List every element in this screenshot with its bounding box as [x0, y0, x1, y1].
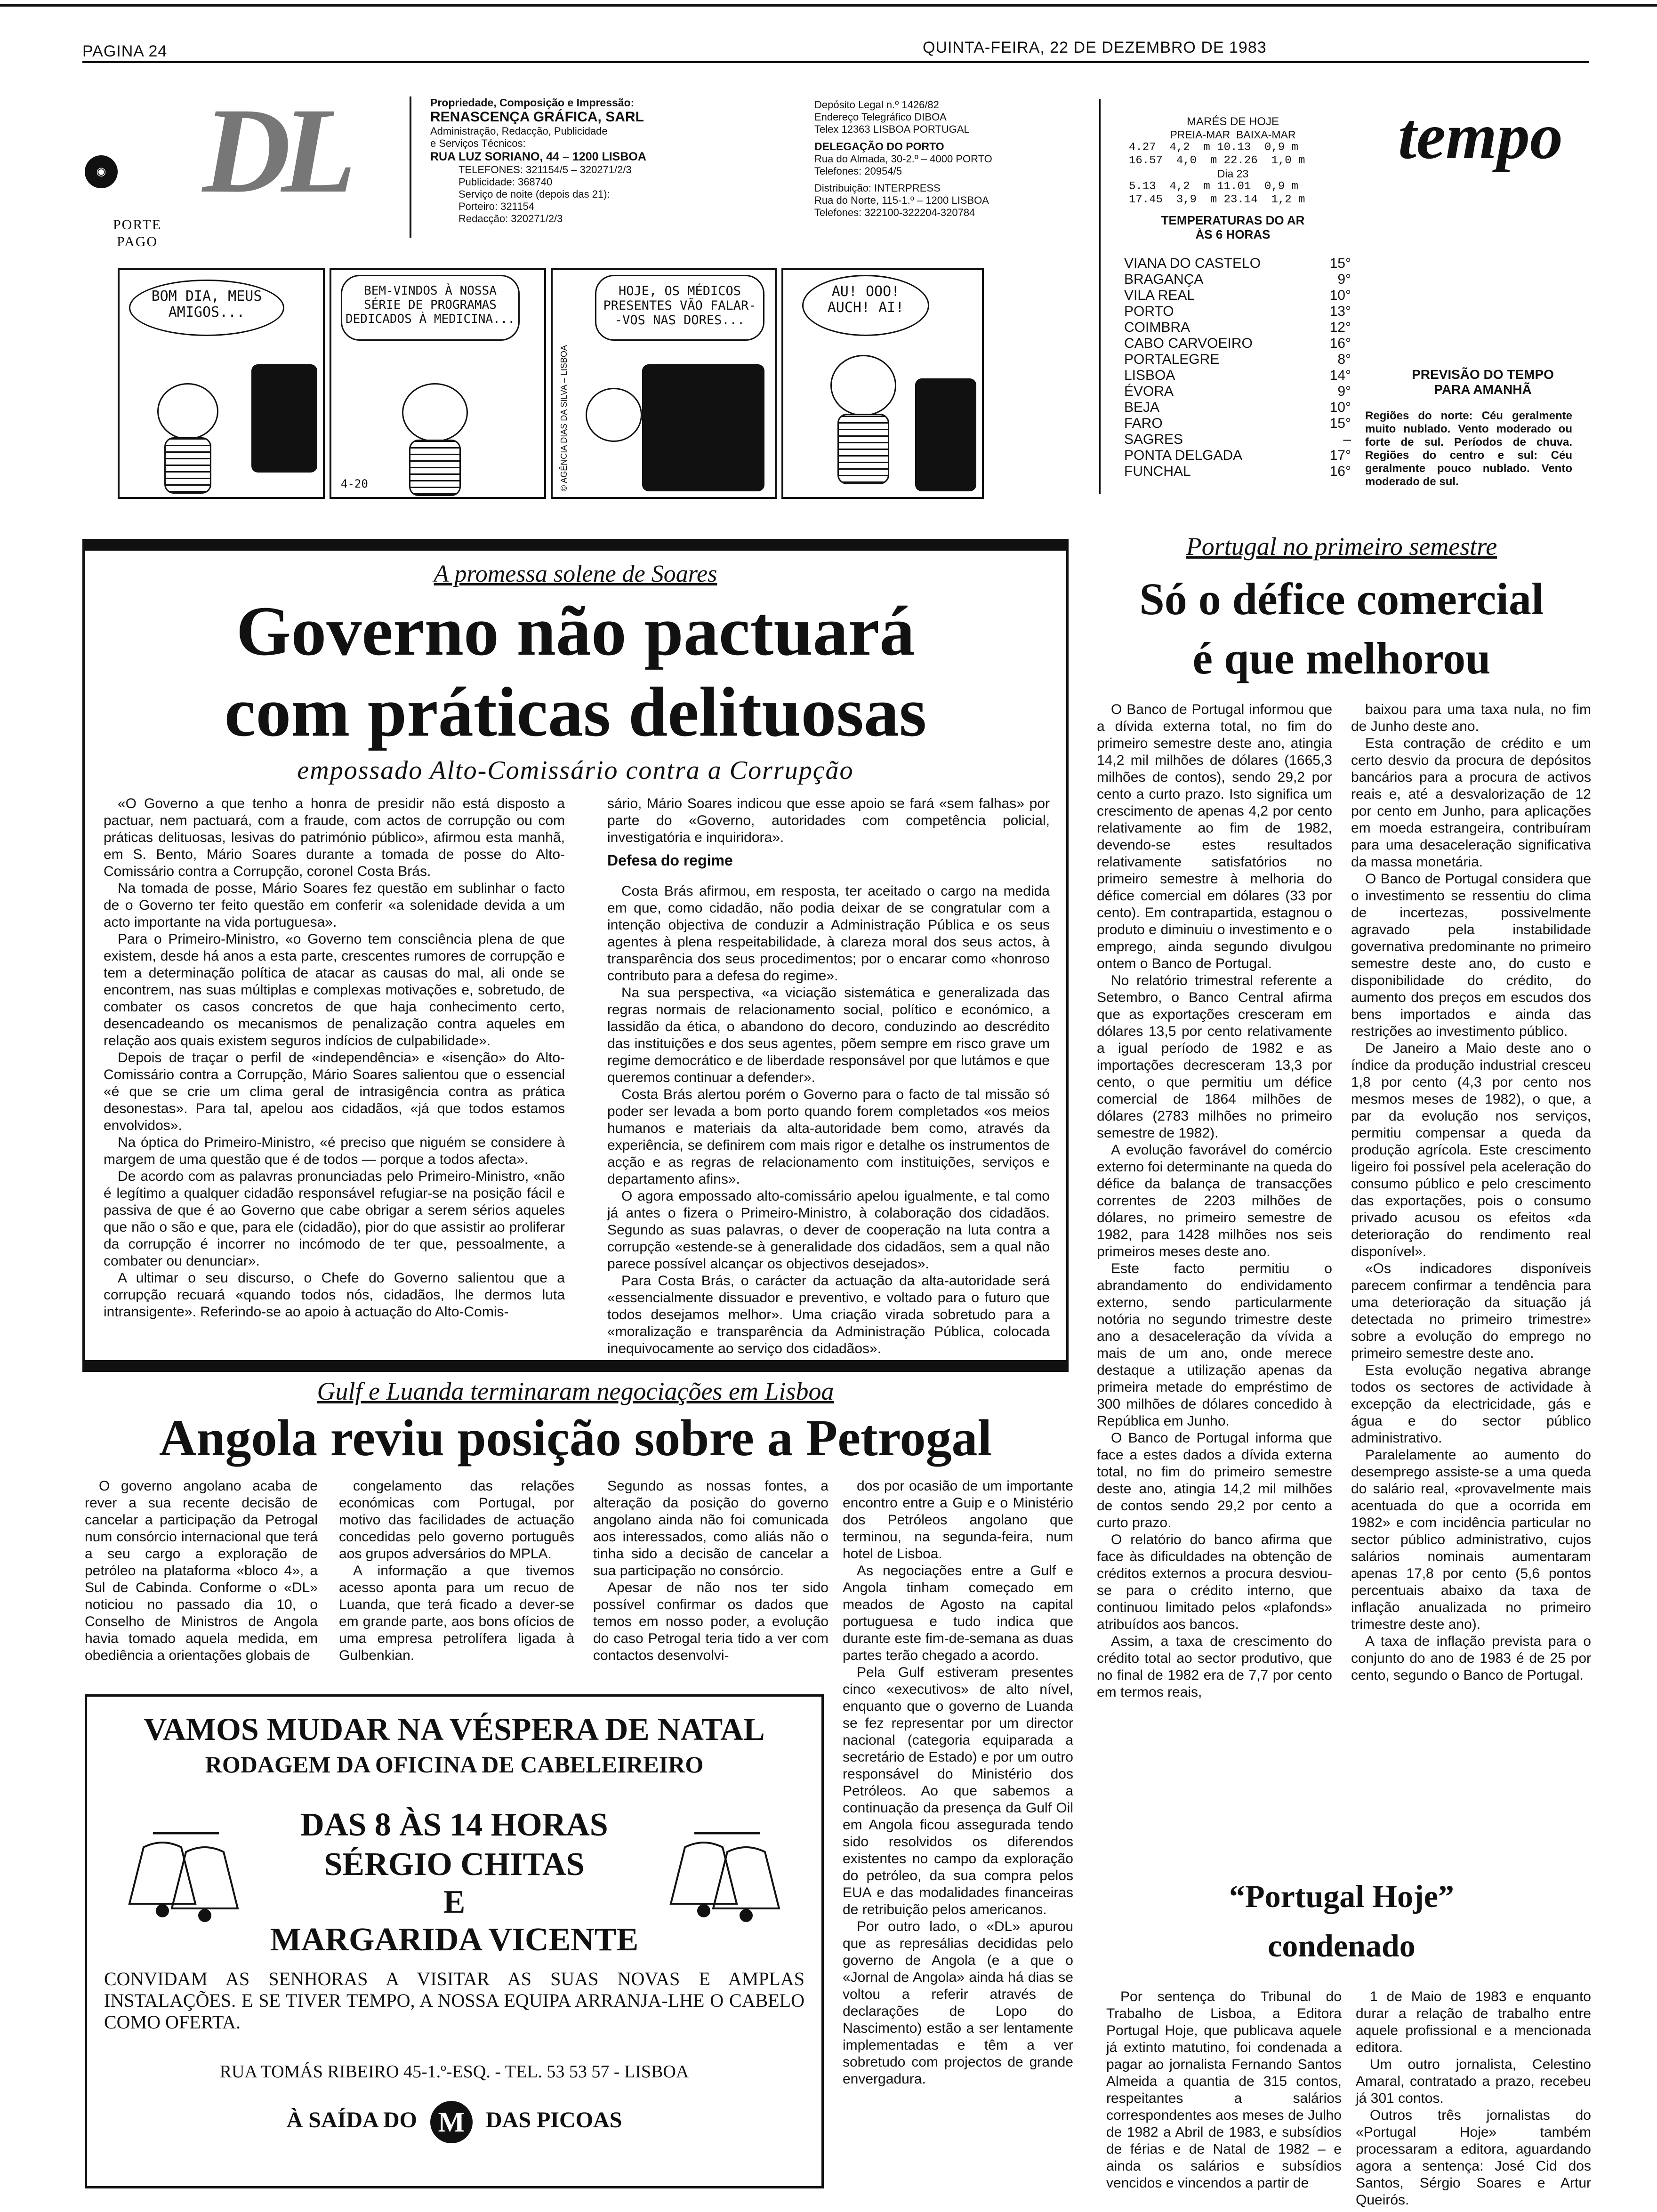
city-row: [1124, 432, 1351, 448]
city-temp: 10°: [1329, 400, 1351, 415]
masthead-company: RENASCENÇA GRÁFICA, SARL: [430, 109, 644, 125]
city-row: [1124, 336, 1351, 352]
dl-logo: DL: [202, 83, 347, 218]
ad-invitation: CONVIDAM AS SENHORAS A VISITAR AS SUAS NOVAS E AMPLAS INSTALAÇÕES. E SE TIVER TEMPO, A NOSSA EQUIPA ARRANJA-LHE O CABELO COMO OFERTA.: [104, 1968, 804, 2033]
ph-headline-2: condenado: [1268, 1928, 1416, 1964]
main-col2-intro: sário, Mário Soares indicou que esse apoio se fará «sem falhas» por parte do «Governo, autoridades com competência policial, investigatória e inquiridora».: [607, 796, 1050, 845]
paragraph: No relatório trimestral referente a Setembro, o Banco Central afirma que as exportações cresceram em dólares 13,5 por cento relativamente a igual período de 1982 e as importações decresceram 13,3 por cento, o que permitiu um défice comercial de 1864 milhões de dólares (2783 milhões no primeiro semestre de 1982).: [1097, 973, 1332, 1141]
deficit-kicker: Portugal no primeiro semestre: [1186, 532, 1497, 561]
paragraph: O Banco de Portugal considera que o investimento se ressentiu do clima de incertezas, possivelmente agravado pela instabilidade governativa predominante no primeiro semestre deste ano, do custo e disponibilidade do crédito, do aumento dos preços em escudos dos bens importados e ainda das restrições ao investimento público.: [1351, 871, 1591, 1039]
character-head: [830, 355, 896, 416]
masthead-admin: Administração, Redacção, Publicidade e Serviços Técnicos:: [430, 125, 608, 149]
ad-subheadline: RODAGEM DA OFICINA DE CABELEIREIRO: [205, 1751, 704, 1778]
paragraph: O Banco de Portugal informou que a dívida externa total, no fim do primeiro semestre deste ano, atingia 14,2 mil milhões de dólares (1665,3 milhões de contos), sendo 29,2 por cento a curto prazo. Isto significa um crescimento de apenas 4,2 por cento relativamente ao fim de 1982, devendo-se estes resultados relativamente satisfatórios no primeiro semestre à melhoria do défice comercial em dólares (33 por cento). Em contrapartida, estagnou o produto e diminuiu o investimento e o emprego, ainda segundo divulgou ontem o Banco de Portugal.: [1097, 702, 1332, 971]
character-body: [409, 440, 461, 496]
ph-headline-1: “Portugal Hoje”: [1229, 1878, 1454, 1914]
city-name: COIMBRA: [1124, 320, 1190, 335]
ph-column-1: Por sentença do Tribunal do Trabalho de Lisboa, a Editora Portugal Hoje, que publicava aquele já extinto matutino, foi condenada a pagar ao jornalista Fernando Santos Almeida a quantia de 315 contos, respeitantes a salários correspondentes aos meses de Julho de 1982 a Abril de 1983, e subsídios de férias e de Natal de 1982 – e ainda os salários e subsídios vencidos e vincendos a partir de: [1106, 1989, 1342, 2191]
city-row: [1124, 288, 1351, 304]
masthead-block-2: [814, 99, 1078, 219]
paragraph: Assim, a taxa de crescimento do crédito total ao sector produtivo, que no final de 1982 era de 7,7 por cento em termos reais,: [1097, 1634, 1332, 1700]
city-name: SAGRES: [1124, 432, 1183, 447]
paragraph: Por outro lado, o «DL» apurou que as represálias decididas pelo governo de Angola (e a que o «Jornal de Angola» ainda há dias se voltou a referir através de declarações de Lopo do Nascimento) estão a ser lentamente implementadas e têm a ver sobretudo com projectos de grande envergadura.: [843, 1919, 1073, 2087]
paragraph: O agora empossado alto-comissário apelou igualmente, e tal como já antes o fizera o Primeiro-Ministro, à colaboração dos cidadãos. Segundo as suas palavras, o dever de cooperação na luta contra a corrupção «estende-se à generalidade dos cidadãos, sem a qual não parece possível alcançar os objectivos desejados».: [607, 1188, 1050, 1272]
character-head: [586, 388, 642, 442]
tides-day-23: Dia 23: [1217, 168, 1249, 180]
tides-title: MARÉS DE HOJE: [1186, 115, 1279, 128]
top-rule: [0, 4, 1657, 7]
city-name: FARO: [1124, 416, 1163, 431]
postage-stamp: ◉: [85, 155, 118, 188]
paragraph: Paralelamente ao aumento do desemprego assiste-se a uma queda do salário real, «provavelmente mais acentuada do que a ocorrida em 1982» e com incidência particular no sector público administrativo, cujos salários nominais aumentaram apenas 17,8 por cento (5,6 pontos percentuais abaixo da taxa de inflação anualizada no primeiro trimestre deste ano).: [1351, 1447, 1591, 1632]
paragraph: A taxa de inflação prevista para o conjunto do ano de 1983 é de 25 por cento, segundo o Banco de Portugal.: [1351, 1634, 1591, 1683]
masthead-prop-label: Propriedade, Composição e Impressão:: [430, 96, 635, 109]
paragraph: dos por ocasião de um importante encontro entre a Guip e o Ministério dos Petróleos angolano que terminou, na segunda-feira, num hotel de Lisboa.: [843, 1478, 1073, 1562]
city-name: VILA REAL: [1124, 288, 1195, 303]
christmas-bells-left-icon: [115, 1819, 257, 1941]
city-name: FUNCHAL: [1124, 464, 1191, 479]
city-temp: 14°: [1329, 368, 1351, 383]
masthead-deposit: Depósito Legal n.º 1426/82: [814, 99, 939, 111]
city-name: PONTA DELGADA: [1124, 448, 1243, 463]
paragraph: Este facto permitiu o abrandamento do endividamento externo, sendo particularmente notória no segundo trimestre deste ano a desaceleração da vívida a mais de um ano, onde merece destaque a utilização apenas da primeira metade do empréstimo de 300 milhões de dólares concedido à República em Junho.: [1097, 1261, 1332, 1429]
tides-subtitle: PREIA-MAR BAIXA-MAR: [1170, 128, 1296, 141]
paragraph: A evolução favorável do comércio externo foi determinante na queda do défice da balança de transacções correntes de 2203 milhões de dólares, no primeiro semestre de 1982, para 1428 milhões nos seis primeiros meses deste ano.: [1097, 1142, 1332, 1259]
city-name: PORTALEGRE: [1124, 352, 1220, 367]
tides-today: 4.27 4,2 m 10.13 0,9 m 16.57 4,0 m 22.26 1,0 m: [1129, 141, 1305, 167]
paragraph: De Janeiro a Maio deste ano o índice da produção industrial cresceu 1,8 por cento (4,3 por cento nos mesmos meses de 1982), o que, a par da evolução nos serviços, permitiu compensar a queda da produção agrícola. Este crescimento ligeiro foi possível pela aceleração do consumo público e pelo crescimento das exportações, pois o consumo privado acusou os efeitos «da deterioração do rendimento real disponível».: [1351, 1041, 1591, 1259]
frame-top-bar: [85, 541, 1066, 551]
comic-bubble-4: AU! OOO! AUCH! AI!: [802, 275, 929, 336]
paragraph: A ultimar o seu discurso, o Chefe do Governo salientou que a corrupção recuará «quando todos nós, cidadãos, lhe dermos luta intransigente». Referindo-se ao apoio à actuação do Alto-Comis-: [104, 1270, 565, 1320]
comic-panel-3: [551, 268, 777, 499]
porte-pago: PORTE PAGO: [113, 217, 162, 249]
main-kicker: A promessa solene de Soares: [434, 561, 717, 587]
deficit-column-1: [1097, 701, 1332, 1701]
main-col2-subheading: Defesa do regime: [607, 852, 733, 869]
tv-set: [915, 378, 976, 491]
deficit-column-2: [1351, 701, 1591, 1684]
tides-23: 5.13 4,2 m 11.01 0,9 m 17.45 3,9 m 23.14 1,2 m: [1129, 180, 1305, 206]
paragraph: Na óptica do Primeiro-Ministro, «é preciso que niguém se considere à margem de uma questão que é de todos — porque a todos afecta».: [104, 1135, 565, 1167]
city-temp: 8°: [1337, 352, 1351, 367]
paragraph: Costa Brás afirmou, em resposta, ter aceitado o cargo na medida em que, como cidadão, não podia deixar de se congratular com a intenção objectiva de conduzir a Administração Pública e os seus agentes à plena respeitabilidade, à clareza moral dos seus actos, à transparência dos seus procedimentos; por o encarar como «honroso contributo para a defesa do regime».: [607, 883, 1050, 984]
temperatures-title: TEMPERATURAS DO AR ÀS 6 HORAS: [1161, 213, 1305, 241]
comic-bubble-3: HOJE, OS MÉDICOS PRESENTES VÃO FALAR- -VOS NAS DORES...: [595, 275, 764, 341]
issue-date: QUINTA-FEIRA, 22 DE DEZEMBRO DE 1983: [923, 39, 1267, 56]
city-row: [1124, 400, 1351, 416]
city-row: [1124, 416, 1351, 432]
masthead-distribution: Distribuição: INTERPRESS: [814, 182, 941, 194]
main-col2-body: [607, 883, 1050, 1357]
masthead-porto-address: Rua do Almada, 30-2.º – 4000 PORTO Telefones: 20954/5: [814, 153, 992, 177]
comic-date-code: 4-20: [341, 477, 368, 490]
main-article-column-1: [104, 795, 565, 1321]
city-name: CABO CARVOEIRO: [1124, 336, 1253, 351]
masthead-phones: TELEFONES: 321154/5 – 320271/2/3 Publicidade: 368740 Serviço de noite (depois das 21): Porteiro: 321154 Redacção: 320271/2/3: [458, 164, 632, 224]
character-head: [157, 383, 218, 440]
angola-kicker: Gulf e Luanda terminaram negociações em Lisboa: [317, 1377, 834, 1405]
city-row: [1124, 368, 1351, 384]
ad-metro-left: À SAÍDA DO: [286, 2108, 417, 2133]
angola-column-4: [843, 1478, 1073, 2088]
character-body: [837, 414, 889, 484]
paragraph: Na tomada de posse, Mário Soares fez questão em sublinhar o facto de o Governo ter feito questão em conferir «a solenidade devida a um acto importante na vida portuguesa».: [104, 881, 565, 930]
forecast-title: PREVISÃO DO TEMPO PARA AMANHÃ: [1412, 367, 1554, 397]
hairdresser-ad: [85, 1694, 824, 2188]
city-row: [1124, 272, 1351, 288]
paragraph: «Os indicadores disponíveis parecem confirmar a tendência para uma deterioração da situação já detectada no primeiro trimestre» sobre a evolução do emprego no primeiro semestre deste ano.: [1351, 1261, 1591, 1361]
paragraph: A informação a que tivemos acesso aponta para um recuo de Luanda, que terá ficado a dever-se em grande parte, aos bons ofícios de uma empresa petrolífera ligada à Gulbenkian.: [339, 1563, 574, 1663]
paragraph: Outros três jornalistas do «Portugal Hoje» também processaram a editora, aguardando agora a sentença: José Cid dos Santos, Sérgio Soares e Artur Queirós.: [1356, 2108, 1591, 2208]
angola-column-2: [339, 1478, 574, 1664]
paragraph: Para Costa Brás, o carácter da actuação da alta-autoridade será «essencialmente dissuador e preventivo, e voltado para o futuro que todos desejamos melhor». Uma criação virada sobretudo para a «moralização e transparência da Administração Pública, colocada inequivocamente ao serviço dos cidadãos».: [607, 1273, 1050, 1356]
comic-panel-4: [781, 268, 984, 499]
city-row: [1124, 256, 1351, 272]
character-body: [164, 437, 211, 494]
main-headline: Governo não pactuará com práticas delituosas: [224, 592, 927, 751]
city-temp: 15°: [1329, 256, 1351, 271]
city-temp: 13°: [1329, 304, 1351, 319]
ad-headline: VAMOS MUDAR NA VÉSPERA DE NATAL: [144, 1711, 765, 1747]
city-temp: 16°: [1329, 464, 1351, 479]
masthead-block-1: [410, 96, 767, 238]
christmas-bells-right-icon: [657, 1819, 798, 1941]
main-subhead: empossado Alto-Comissário contra a Corrupção: [297, 756, 854, 785]
header-rule: [82, 61, 1589, 63]
ad-hours: DAS 8 ÀS 14 HORAS: [300, 1807, 608, 1843]
city-row: [1124, 352, 1351, 368]
ad-metro-right: DAS PICOAS: [486, 2108, 622, 2133]
weather-box: [1099, 99, 1365, 494]
city-name: BRAGANÇA: [1124, 272, 1204, 287]
frame-bottom-bar: [85, 1360, 1066, 1370]
page-label: PAGINA 24: [82, 42, 168, 60]
city-temp: 10°: [1329, 288, 1351, 303]
tv-set: [251, 364, 317, 473]
city-name: ÉVORA: [1124, 384, 1174, 399]
tv-set: [642, 364, 764, 491]
comic-panel-2: [330, 268, 546, 499]
masthead-porto-title: DELEGAÇÃO DO PORTO: [814, 140, 944, 152]
paragraph: Segundo as nossas fontes, a alteração da posição do governo angolano ainda não foi comunicada aos interessados, como aliás não o tinha sido a decisão de cancelar a sua participação no consórcio.: [593, 1478, 828, 1579]
paragraph: Esta evolução negativa abrange todos os sectores de actividade à excepção da electricidade, gás e água e do sector público administrativo.: [1351, 1362, 1591, 1446]
city-temp: 15°: [1329, 416, 1351, 431]
paragraph: baixou para uma taxa nula, no fim de Junho deste ano.: [1351, 702, 1591, 734]
ad-address: RUA TOMÁS RIBEIRO 45-1.º-ESQ. - TEL. 53 53 57 - LISBOA: [219, 2062, 689, 2082]
paragraph: O Banco de Portugal informa que face a estes dados a dívida externa total, no fim do primeiro semestre deste ano, atingia 14,2 mil milhões de contos sendo 29,2 por cento a curto prazo.: [1097, 1430, 1332, 1531]
paragraph: Costa Brás alertou porém o Governo para o facto de tal missão só poder ser levada a bom porto quando forem completados «os meios humanos e materiais da alta-autoridade bem como, através da experiência, se definirem com mais rigor e detalhe os instrumentos de acção e as regras de relacionamento com instituições, serviços e departamento afins».: [607, 1087, 1050, 1187]
paragraph: De acordo com as palavras pronunciadas pelo Primeiro-Ministro, «não é legítimo a qualquer cidadão responsável refugiar-se na posição fácil e passiva de que é ao Governo que cabe obrigar a serem sérios aqueles que não o são e que, para ele (cidadão), pior do que assistir ao proliferar da corrupção é incorrer no incómodo de ter que, pessoalmente, a combater ou denunciar».: [104, 1169, 565, 1269]
masthead-distribution-address: Rua do Norte, 115-1.º – 1200 LISBOA Telefones: 322100-322204-320784: [814, 194, 989, 218]
city-name: PORTO: [1124, 304, 1174, 319]
angola-column-3: [593, 1478, 828, 1664]
paragraph: Depois de traçar o perfil de «independência» e «isenção» do Alto-Comissário contra a Corrupção, Mário Soares salientou que o essencial «é que se crie um clima geral de intrasigência contra as prática desonestas». Para tal, apelou aos cidadãos, «já que todos estamos envolvidos».: [104, 1050, 565, 1133]
comic-bubble-2: BEM-VINDOS À NOSSA SÉRIE DE PROGRAMAS DEDICADOS À MEDICINA...: [341, 275, 520, 341]
angola-headline: Angola reviu posição sobre a Petrogal: [159, 1409, 992, 1467]
paragraph: Para o Primeiro-Ministro, «o Governo tem consciência plena de que existem, desde há anos a esta parte, crescentes rumores de corrupção e tem a determinação política de atacar as causas do mal, ali onde se encontrem, nas suas múltiplas e complexas motivações e, sobretudo, de combater os casos concretos de que haja conhecimento certo, desencadeando os mecanismos de penalização contra aqueles em relação aos quais existem seguros indícios de culpabilidade».: [104, 931, 565, 1049]
city-row: [1124, 384, 1351, 400]
ad-metro-line: [87, 2101, 821, 2143]
paragraph: «O Governo a que tenho a honra de presidir não está disposto a pactuar, nem pactuará, com a fraude, com actos de corrupção ou com práticas delituosas, lesivas do património público», afirmou esta manhã, em S. Bento, Mário Soares durante a tomada de posse do Alto-Comissário contra a Corrupção, coronel Costa Brás.: [104, 796, 565, 879]
ad-name-1: SÉRGIO CHITAS: [324, 1846, 585, 1883]
masthead-address: RUA LUZ SORIANO, 44 – 1200 LISBOA: [430, 150, 646, 163]
city-temp: 9°: [1337, 384, 1351, 399]
ad-and: E: [443, 1884, 466, 1920]
city-temp: –: [1343, 432, 1351, 447]
paragraph: O relatório do banco afirma que face às dificuldades na obtenção de créditos externos a procura desviou-se para o crédito interno, que continuou limitado pelos «plafonds» atribuídos aos bancos.: [1097, 1532, 1332, 1632]
city-row: [1124, 464, 1351, 480]
paragraph: congelamento das relações económicas com Portugal, por motivo das facilidades de actuação concedidas pelo governo português aos grupos adversários do MPLA.: [339, 1478, 574, 1562]
paragraph: Apesar de não nos ter sido possível confirmar os dados que temos em nosso poder, a evolução do caso Petrogal teria tido a ver com contactos desenvolvi-: [593, 1580, 828, 1663]
comic-bubble-1: BOM DIA, MEUS AMIGOS...: [129, 280, 284, 336]
metro-logo-icon: M: [430, 2101, 473, 2143]
ph-column-2: [1356, 1988, 1591, 2209]
tempo-logo: tempo: [1398, 100, 1563, 173]
comic-panel-1: [118, 268, 325, 499]
paragraph: 1 de Maio de 1983 e enquanto durar a relação de trabalho entre aquele profissional e a mencionada editora.: [1356, 1989, 1591, 2055]
deficit-headline: Só o défice comercial é que melhorou: [1139, 574, 1544, 683]
city-name: LISBOA: [1124, 368, 1175, 383]
city-temp: 12°: [1329, 320, 1351, 335]
forecast-text: Regiões do norte: Céu geralmente muito nublado. Vento moderado ou forte de sul. Períodos de chuva. Regiões do centro e sul: Céu geralmente pouco nublado. Vento moderado de sul.: [1365, 409, 1572, 488]
city-temperature-list: [1101, 256, 1365, 480]
paragraph: Na sua perspectiva, «a viciação sistemática e generalizada das regras normais de relacionamento social, político e económico, a lassidão da ética, o abandono do decoro, conduzindo ao descrédito das instituições e dos seus agentes, põem sempre em risco grave um regime democrático e de liberdade responsável por que lutámos e que queremos continuar a defender».: [607, 985, 1050, 1085]
city-row: [1124, 448, 1351, 464]
angola-column-1: O governo angolano acaba de rever a sua recente decisão de cancelar a participação da Petrogal num consórcio internacional que terá a seu cargo a exploração de petróleo na plataforma «bloco 4», a Sul de Cabinda. Conforme o «DL» noticiou no passado dia 10, o Conselho de Ministros de Angola havia tomado aquela medida, em obediência a orientações globais de: [85, 1478, 318, 1663]
city-row: [1124, 304, 1351, 320]
masthead-telegraph: Endereço Telegráfico DIBOA Telex 12363 LISBOA PORTUGAL: [814, 111, 970, 135]
paragraph: Um outro jornalista, Celestino Amaral, contratado a prazo, recebeu já 301 contos.: [1356, 2057, 1591, 2106]
paragraph: As negociações entre a Gulf e Angola tinham começado em meados de Agosto na capital portuguesa e tudo indica que durante este fim-de-semana as duas partes terão chegado a acordo.: [843, 1563, 1073, 1663]
comic-credit: © AGÊNCIA DIAS DA SILVA – LISBOA: [559, 345, 569, 491]
city-temp: 9°: [1337, 272, 1351, 287]
paragraph: Pela Gulf estiveram presentes cinco «executivos» de alto nível, enquanto que o governo de Luanda se fez representar por um director nacional (categoria equiparada a secretário de Estado) e por um outro responsável do Ministério dos Petróleos. Ao que sabemos a continuação da presença da Gulf Oil em Angola ficou assegurada tendo sido resolvidos os diferendos existentes no campo da exploração do petróleo, da sua compra pelos EUA e das modalidades financeiras de retribuição pelos americanos.: [843, 1665, 1073, 1917]
city-temp: 16°: [1329, 336, 1351, 351]
city-temp: 17°: [1329, 448, 1351, 463]
character-head: [402, 383, 468, 442]
city-name: BEJA: [1124, 400, 1160, 415]
paragraph: Esta contração de crédito e um certo desvio da procura de depósitos bancários para a procura de activos reais e, até a desvalorização de 12 por cento em Junho, para aplicações em moeda estrangeira, contribuíram para uma desaceleração significativa da massa monetária.: [1351, 736, 1591, 870]
ad-name-2: MARGARIDA VICENTE: [270, 1922, 639, 1958]
city-name: VIANA DO CASTELO: [1124, 256, 1261, 271]
city-row: [1124, 320, 1351, 336]
main-article-column-2: [607, 795, 1050, 1357]
